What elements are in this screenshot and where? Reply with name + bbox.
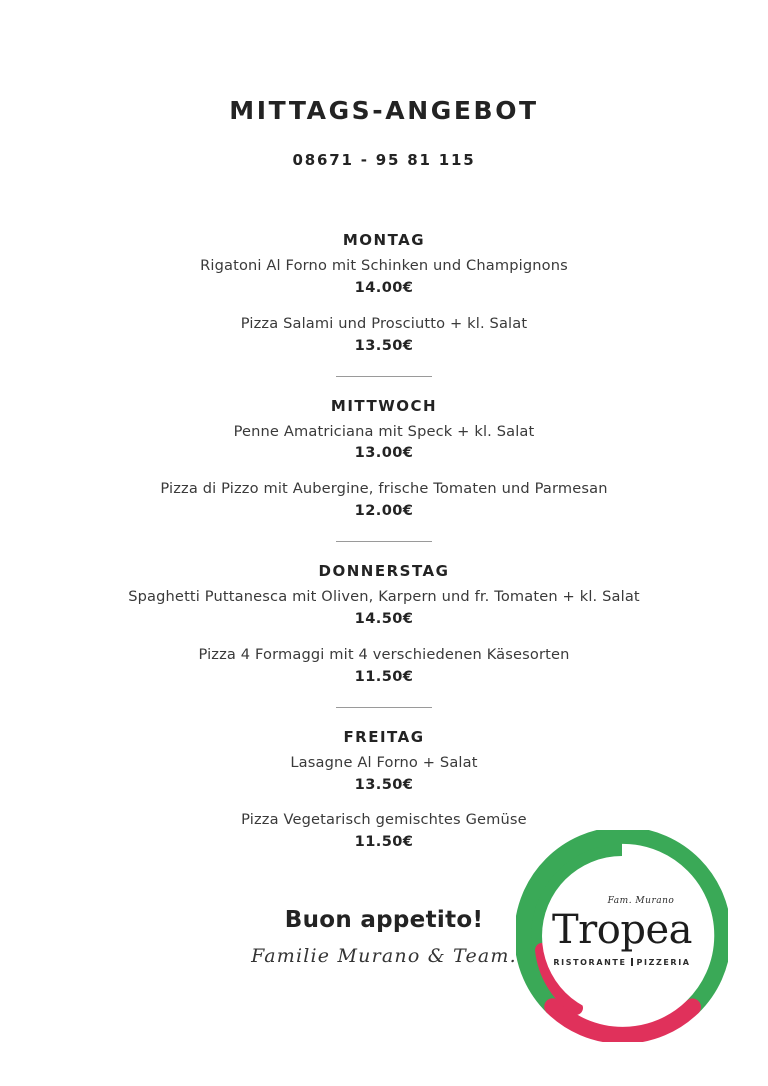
dish-name: Pizza 4 Formaggi mit 4 verschiedenen Käsesorten — [198, 645, 570, 663]
dish-name: Penne Amatriciana mit Speck + kl. Salat — [233, 422, 535, 440]
logo-ring-icon — [516, 830, 728, 1042]
logo-subtitle-left: RISTORANTE — [553, 958, 627, 967]
day-title: DONNERSTAG — [318, 562, 450, 581]
section-divider — [336, 376, 432, 377]
day-title: MONTAG — [342, 231, 426, 249]
day-section-donnerstag — [0, 562, 768, 688]
section-divider — [336, 707, 432, 708]
phone-number: 08671 - 95 81 115 — [292, 151, 476, 169]
dish-name: Pizza Vegetarisch gemischtes Gemüse — [241, 811, 527, 829]
logo-subtitle-right: PIZZERIA — [636, 958, 691, 967]
menu-header — [0, 0, 768, 169]
dish-price: 13.00€ — [354, 444, 414, 462]
day-title: MITTWOCH — [330, 396, 438, 415]
dish-name: Pizza di Pizzo mit Aubergine, frische Tomaten und Parmesan — [160, 480, 608, 498]
dish-price: 14.00€ — [354, 278, 414, 296]
dish-name: Spaghetti Puttanesca mit Oliven, Karpern und fr. Tomaten + kl. Salat — [128, 588, 640, 606]
dish-price: 11.50€ — [354, 833, 414, 851]
day-section-montag — [0, 231, 768, 357]
dish-name: Lasagne Al Forno + Salat — [290, 753, 478, 771]
page-title: MITTAGS-ANGEBOT — [229, 96, 539, 125]
dish-name: Rigatoni Al Forno mit Schinken und Champignons — [200, 257, 568, 274]
dish-price: 11.50€ — [354, 667, 414, 685]
menu-days-list — [0, 231, 768, 853]
section-divider — [336, 541, 432, 542]
dish-price: 14.50€ — [354, 610, 414, 628]
family-signature: Familie Murano & Team. — [251, 945, 517, 968]
dish-price: 13.50€ — [354, 336, 414, 354]
buon-appetito-text: Buon appetito! — [284, 907, 484, 934]
logo-family-text: Fam. Murano — [607, 896, 675, 906]
logo-brand-name: Tropea — [551, 907, 692, 953]
dish-name: Pizza Salami und Prosciutto + kl. Salat — [240, 314, 528, 332]
dish-price: 12.00€ — [354, 502, 414, 520]
dish-price: 13.50€ — [354, 775, 414, 793]
restaurant-logo — [516, 830, 728, 1042]
day-title: FREITAG — [343, 727, 425, 746]
day-section-mittwoch — [0, 397, 768, 523]
